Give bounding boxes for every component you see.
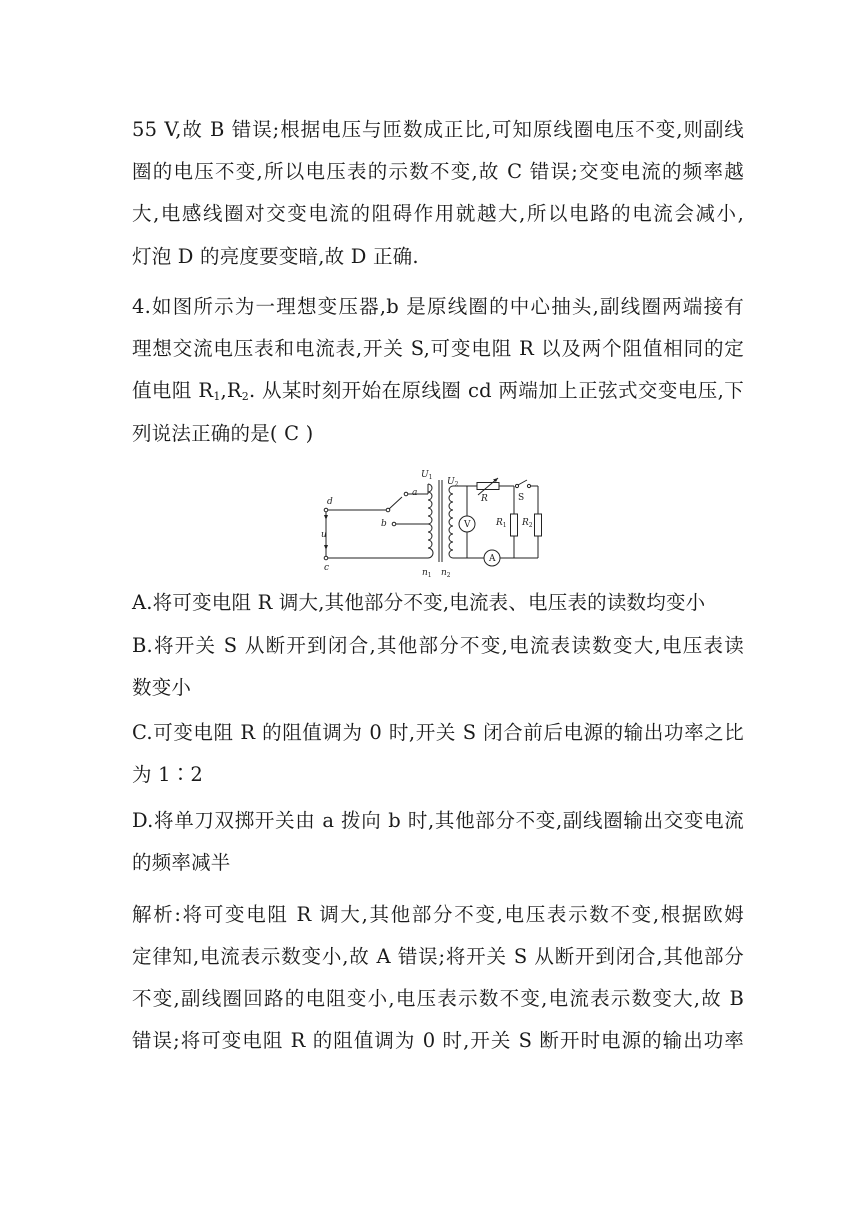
label-n1-sub: 1 (427, 572, 432, 579)
ammeter-symbol: A (489, 554, 496, 564)
prev-explanation-line-4: 灯泡 D 的亮度要变暗,故 D 正确. (132, 245, 419, 268)
question-line-1: 4.如图所示为一理想变压器,b 是原线圈的中心抽头,副线圈两端接有 (132, 295, 744, 318)
question-line-4: 列说法正确的是( C ) (132, 422, 314, 445)
analysis-line-4: 错误;将可变电阻 R 的阻值调为 0 时,开关 S 断开时电源的输出功率 (132, 1029, 744, 1052)
option-b-line-2: 数变小 (132, 676, 192, 699)
label-r2-sub: 2 (528, 522, 533, 529)
option-c-line-2: 为 1∶2 (132, 763, 204, 786)
label-n1-text: n (422, 568, 428, 578)
subscript: 1 (213, 390, 221, 403)
label-c: c (324, 563, 330, 573)
option-d-line-1: D.将单刀双掷开关由 a 拨向 b 时,其他部分不变,副线圈输出交变电流 (132, 809, 744, 832)
label-r1 (495, 518, 507, 529)
label-n2-sub: 2 (446, 572, 451, 579)
label-a: a (412, 488, 418, 498)
prev-explanation-line-1: 55 V,故 B 错误;根据电压与匝数成正比,可知原线圈电压不变,则副线 (132, 118, 744, 141)
option-d-line-2: 的频率减半 (132, 851, 231, 874)
option-c-line-1: C.可变电阻 R 的阻值调为 0 时,开关 S 闭合前后电源的输出功率之比 (132, 721, 744, 744)
transformer-circuit-diagram (318, 464, 546, 580)
option-b-line-1: B.将开关 S 从断开到闭合,其他部分不变,电流表读数变大,电压表读 (132, 634, 744, 657)
analysis-line-2: 定律知,电流表示数变小,故 A 错误;将开关 S 从断开到闭合,其他部分 (132, 945, 744, 968)
label-r1-sub: 1 (502, 522, 507, 529)
analysis-line-3: 不变,副线圈回路的电阻变小,电压表示数不变,电流表示数变大,故 B (132, 987, 744, 1010)
label-r2 (521, 518, 533, 529)
label-u1-sub: 1 (428, 474, 433, 481)
label-n1 (422, 568, 432, 579)
label-u2 (447, 477, 459, 488)
label-d: d (327, 497, 333, 507)
question-line-3 (132, 376, 744, 412)
label-u2-sub: 2 (454, 481, 459, 488)
label-u2-text: U (447, 477, 455, 487)
label-u: u (321, 530, 327, 540)
label-r: R (481, 494, 488, 504)
label-r2-text: R (522, 518, 529, 528)
label-u1 (421, 470, 432, 481)
analysis-line-1: 解析:将可变电阻 R 调大,其他部分不变,电压表示数不变,根据欧姆 (132, 903, 744, 926)
question-text: . 从某时刻开始在原线圈 cd 两端加上正弦式交变电压,下 (249, 379, 744, 402)
question-text: 值电阻 R (132, 379, 214, 402)
label-n2-text: n (441, 568, 447, 578)
label-n2 (441, 568, 451, 579)
prev-explanation-line-2: 圈的电压不变,所以电压表的示数不变,故 C 错误;交变电流的频率越 (132, 160, 744, 183)
option-a: A.将可变电阻 R 调大,其他部分不变,电流表、电压表的读数均变小 (132, 591, 706, 614)
subscript: 2 (241, 390, 249, 403)
label-u1-text: U (421, 470, 429, 480)
question-line-2: 理想交流电压表和电流表,开关 S,可变电阻 R 以及两个阻值相同的定 (132, 337, 744, 360)
label-s: S (518, 493, 525, 503)
question-text: ,R (220, 379, 242, 402)
prev-explanation-line-3: 大,电感线圈对交变电流的阻碍作用就越大,所以电路的电流会减小, (132, 202, 744, 225)
label-r1-text: R (496, 518, 503, 528)
voltmeter-symbol: V (464, 520, 471, 530)
label-b: b (381, 519, 387, 529)
